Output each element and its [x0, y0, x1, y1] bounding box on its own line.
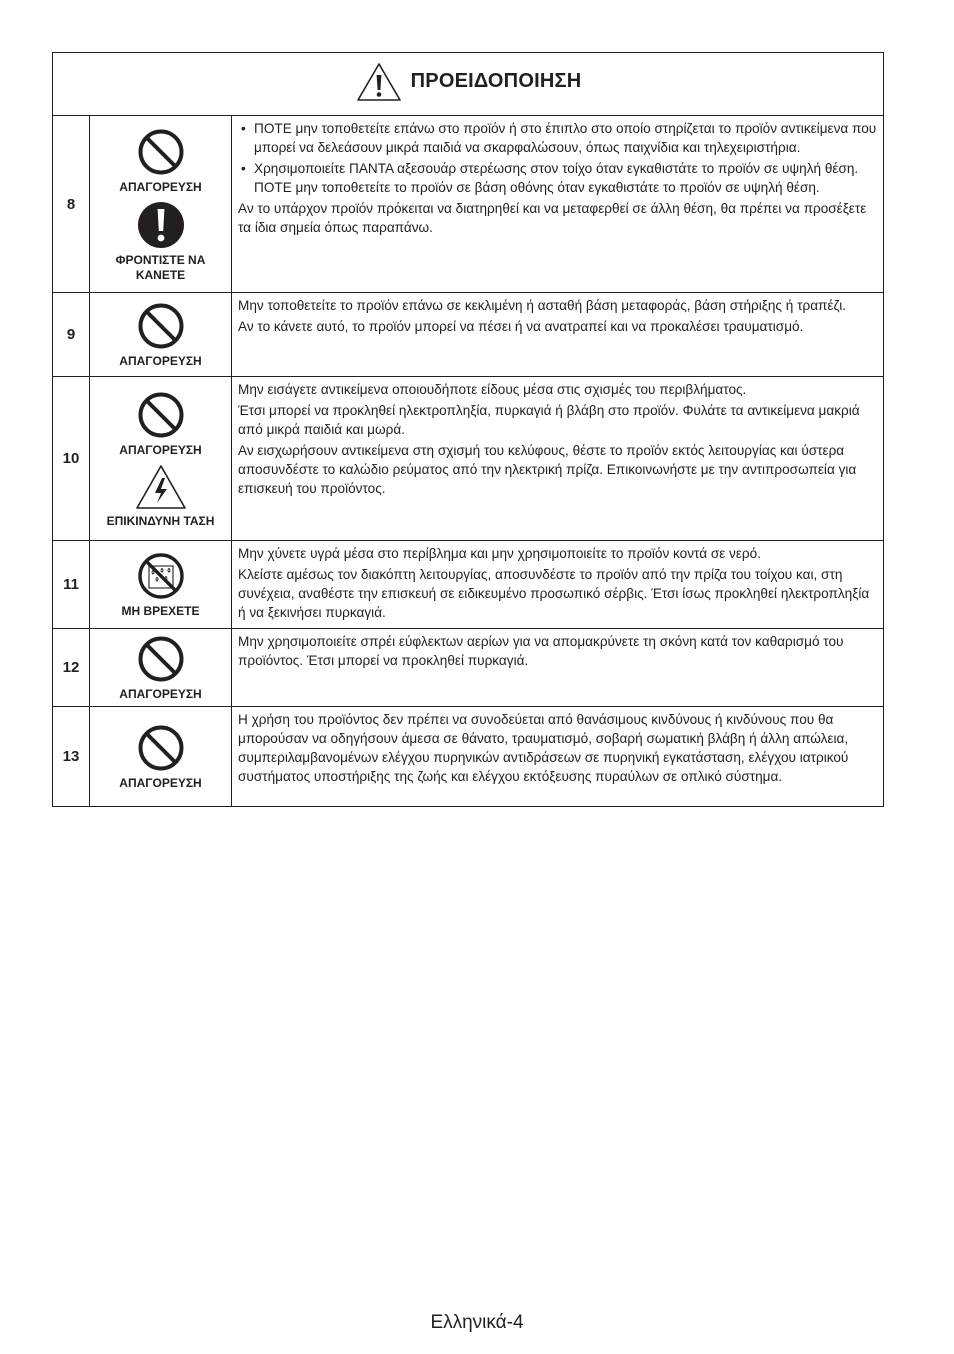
- symbol-label: ΜΗ ΒΡΕΧΕΤΕ: [121, 604, 200, 618]
- symbol-block: [90, 464, 231, 529]
- row-number: 13: [53, 707, 90, 807]
- instruction-bullet: • ΠΟΤΕ μην τοποθετείτε επάνω στο προϊόν ή στο έπιπλο στο οποίο στηρίζεται το προϊόν αντικείμενα που μπορεί να δελεάσουν μικρά παιδιά να σκαρφαλώσουν, όπως παιχνίδια και τηλεχειριστήρια.: [238, 119, 878, 157]
- warning-row-11: [53, 541, 884, 629]
- instruction-text-cell: [232, 293, 884, 377]
- symbol-block: [90, 201, 231, 283]
- symbol-cell: [90, 541, 232, 629]
- instruction-paragraph: Μην χύνετε υγρά μέσα στο περίβλημα και μην χρησιμοποιείτε το προϊόν κοντά σε νερό.: [238, 546, 761, 561]
- instruction-paragraph: Η χρήση του προϊόντος δεν πρέπει να συνοδεύεται από θανάσιμους κινδύνους ή κινδύνους που θα μπορούσαν να οδηγήσουν άμεσα σε θάνατο, τραυματισμό, σοβαρή σωματική βλάβη ή άλλη απώλεια, συμπεριλαμβανομένων ελέγχου πυρηνικών αντιδράσεων σε πυρηνική εγκατάσταση, ελέγχου ιατρικού συστήματος υποστήριξης της ζωής και ελέγχου εκτόξευσης πυραύλων σε οπλικό σύστημα.: [238, 712, 849, 784]
- warning-title: ΠΡΟΕΙΔΟΠΟΙΗΣΗ: [410, 70, 582, 92]
- row-number: 9: [53, 293, 90, 377]
- instruction-paragraph: Κλείστε αμέσως τον διακόπτη λειτουργίας, αποσυνδέστε το προϊόν από την πρίζα του τοίχου και, στη συνέχεια, αναθέστε την επισκευή σε ειδικευμένο προσωπικό σέρβις. Έτσι ίσως προκληθεί ηλεκτροπληξία ή να ξεκινήσει πυρκαγιά.: [238, 567, 870, 620]
- instruction-bullet-list: [238, 119, 878, 197]
- instruction-bullet: • Χρησιμοποιείτε ΠΑΝΤΑ αξεσουάρ στερέωσης στον τοίχο όταν εγκαθιστάτε το προϊόν σε υψηλή θέση. ΠΟΤΕ μην τοποθετείτε το προϊόν σε βάση οθόνης όταν εγκαθιστάτε το προϊόν σε υψηλή θέση.: [238, 159, 878, 197]
- prohibition-icon: [137, 128, 185, 176]
- warning-row-8: [53, 116, 884, 293]
- symbol-cell: [90, 707, 232, 807]
- symbol-block: [90, 302, 231, 369]
- instruction-paragraph: Έτσι μπορεί να προκληθεί ηλεκτροπληξία, πυρκαγιά ή βλάβη στο προϊόν. Φυλάτε τα αντικείμενα μακριά από μικρά παιδιά και μωρά.: [238, 403, 860, 437]
- row-number: 12: [53, 629, 90, 707]
- symbol-label: ΑΠΑΓΟΡΕΥΣΗ: [119, 687, 202, 701]
- instruction-paragraph: Μην εισάγετε αντικείμενα οποιουδήποτε είδους μέσα στις σχισμές του περιβλήματος.: [238, 382, 747, 397]
- prohibition-icon: [137, 302, 185, 350]
- symbol-block: [90, 635, 231, 702]
- warning-row-13: [53, 707, 884, 807]
- no-wet-icon: [137, 552, 185, 600]
- warning-triangle-icon: [355, 61, 403, 103]
- instruction-paragraph: Αν εισχωρήσουν αντικείμενα στη σχισμή του κελύφους, θέστε το προϊόν εκτός λειτουργίας και ύστερα αποσυνδέστε το καλώδιο ρεύματος από την ηλεκτρική πρίζα. Επικοινωνήστε με την αντιπροσωπεία για επισκευή του προϊόντος.: [238, 443, 857, 496]
- instruction-text-cell: [232, 707, 884, 807]
- symbol-block: [90, 128, 231, 195]
- symbol-label: ΦΡΟΝΤΙΣΤΕ ΝΑ ΚΑΝΕΤΕ: [115, 252, 206, 282]
- symbol-cell: [90, 116, 232, 293]
- prohibition-icon: [137, 391, 185, 439]
- mandatory-action-icon: [137, 201, 185, 249]
- instruction-paragraph: Αν το υπάρχον προϊόν πρόκειται να διατηρηθεί και να μεταφερθεί σε άλλη θέση, θα πρέπει να προσέξετε τα ίδια σημεία όπως παραπάνω.: [238, 201, 867, 235]
- symbol-label: ΑΠΑΓΟΡΕΥΣΗ: [119, 179, 202, 194]
- row-number: 11: [53, 541, 90, 629]
- instruction-text-cell: [232, 541, 884, 629]
- row-number: 10: [53, 377, 90, 541]
- high-voltage-icon: [135, 464, 187, 510]
- symbol-block: [90, 552, 231, 619]
- symbol-block: [90, 391, 231, 458]
- warning-header-cell: [53, 53, 884, 116]
- instruction-text-cell: [232, 116, 884, 293]
- warning-row-10: [53, 377, 884, 541]
- symbol-label: ΕΠΙΚΙΝΔΥΝΗ ΤΑΣΗ: [106, 513, 215, 528]
- symbol-label: ΑΠΑΓΟΡΕΥΣΗ: [119, 776, 202, 790]
- warning-row-12: [53, 629, 884, 707]
- symbol-label: ΑΠΑΓΟΡΕΥΣΗ: [119, 354, 202, 368]
- symbol-label: ΑΠΑΓΟΡΕΥΣΗ: [119, 442, 202, 457]
- warning-header-row: [53, 53, 884, 116]
- instruction-paragraph: Μην τοποθετείτε το προϊόν επάνω σε κεκλιμένη ή ασταθή βάση μεταφοράς, βάση στήριξης ή τραπέζι.: [238, 298, 847, 313]
- prohibition-icon: [137, 724, 185, 772]
- instruction-paragraph: Μην χρησιμοποιείτε σπρέι εύφλεκτων αερίων για να απομακρύνετε τη σκόνη κατά τον καθαρισμό του προϊόντος. Έτσι μπορεί να προκληθεί πυρκαγιά.: [238, 634, 844, 668]
- prohibition-icon: [137, 635, 185, 683]
- symbol-block: [90, 724, 231, 791]
- row-number: 8: [53, 116, 90, 293]
- warning-table: [52, 52, 884, 807]
- symbol-cell: [90, 377, 232, 541]
- symbol-cell: [90, 629, 232, 707]
- instruction-text-cell: [232, 377, 884, 541]
- instruction-paragraph: Αν το κάνετε αυτό, το προϊόν μπορεί να πέσει ή να ανατραπεί και να προκαλέσει τραυματισμό.: [238, 319, 804, 334]
- instruction-text-cell: [232, 629, 884, 707]
- warning-row-9: [53, 293, 884, 377]
- page-footer: Ελληνικά-4: [430, 1312, 524, 1333]
- symbol-cell: [90, 293, 232, 377]
